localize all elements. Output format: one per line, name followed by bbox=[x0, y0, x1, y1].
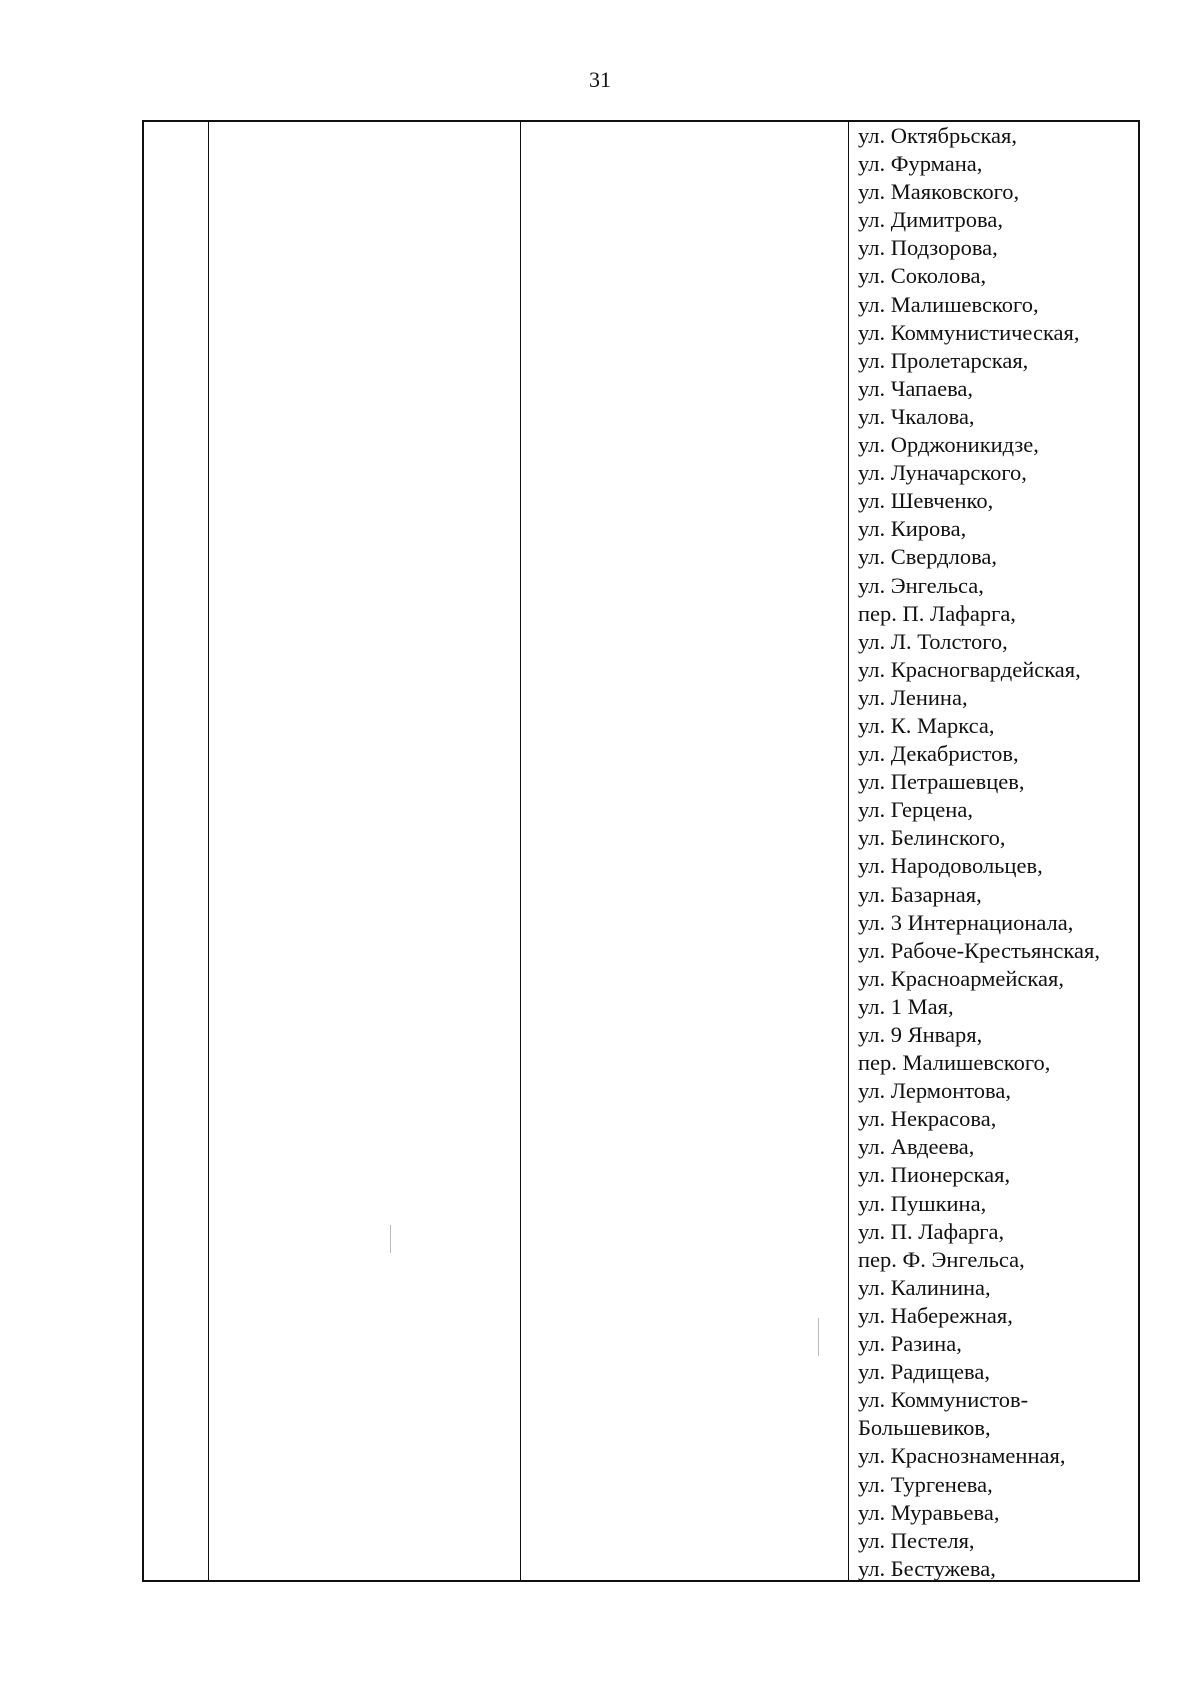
street-item: ул. Свердлова, bbox=[858, 544, 998, 570]
street-item: ул. Петрашевцев, bbox=[858, 769, 1025, 795]
street-item: ул. Народовольцев, bbox=[858, 853, 1043, 879]
street-item: ул. К. Маркса, bbox=[858, 712, 995, 738]
street-item: ул. Муравьева, bbox=[858, 1499, 1000, 1525]
street-item: ул. Разина, bbox=[858, 1331, 962, 1357]
street-item: ул. Энгельса, bbox=[858, 572, 984, 598]
street-item: ул. Ленина, bbox=[858, 684, 968, 710]
street-item: ул. Кирова, bbox=[858, 516, 967, 542]
street-item: ул. Некрасова, bbox=[858, 1106, 997, 1132]
street-item: ул. Авдеева, bbox=[858, 1134, 975, 1160]
street-item: пер. П. Лафарга, bbox=[858, 600, 1016, 626]
street-item: ул. Орджоникидзе, bbox=[858, 432, 1039, 458]
street-item: ул. Базарная, bbox=[858, 881, 982, 907]
page-number: 31 bbox=[589, 67, 611, 92]
scan-artifact bbox=[818, 1318, 819, 1356]
street-item: ул. Коммунистов- bbox=[858, 1387, 1029, 1413]
street-item: ул. Герцена, bbox=[858, 797, 973, 823]
street-item: ул. Лермонтова, bbox=[858, 1078, 1011, 1104]
street-item: ул. 9 Января, bbox=[858, 1022, 983, 1047]
street-item: ул. Краснознаменная, bbox=[858, 1443, 1066, 1469]
street-item: ул. Маяковского, bbox=[858, 179, 1020, 205]
street-item: ул. Соколова, bbox=[858, 263, 987, 289]
street-item: ул. Тургенева, bbox=[858, 1471, 993, 1497]
streets-cell bbox=[858, 122, 1138, 1583]
street-item: ул. Калинина, bbox=[858, 1274, 991, 1300]
street-item: ул. Луначарского, bbox=[858, 460, 1027, 486]
street-item: ул. Коммунистическая, bbox=[858, 319, 1080, 345]
scan-artifact bbox=[390, 1225, 391, 1253]
street-item: ул. П. Лафарга, bbox=[858, 1218, 1005, 1244]
street-item: ул. Чкалова, bbox=[858, 403, 975, 429]
street-item: ул. Л. Толстого, bbox=[858, 628, 1008, 654]
street-item: ул. Радищева, bbox=[858, 1359, 990, 1385]
street-item: ул. Малишевского, bbox=[858, 291, 1039, 317]
street-item: ул. Чапаева, bbox=[858, 375, 974, 401]
street-item: ул. 1 Мая, bbox=[858, 993, 954, 1019]
street-item: ул. Димитрова, bbox=[858, 207, 1003, 233]
street-item: ул. Пушкина, bbox=[858, 1190, 987, 1216]
column-divider-1 bbox=[208, 122, 209, 1580]
street-item: ул. Рабоче-Крестьянская, bbox=[858, 937, 1100, 963]
street-item: пер. Ф. Энгельса, bbox=[858, 1246, 1025, 1272]
street-item: ул. Фурмана, bbox=[858, 151, 983, 177]
street-item: ул. Декабристов, bbox=[858, 741, 1019, 767]
street-item: ул. Октябрьская, bbox=[858, 123, 1018, 148]
street-item: ул. Белинского, bbox=[858, 825, 1006, 851]
street-item: ул. Пионерская, bbox=[858, 1162, 1011, 1188]
street-item: ул. Пестеля, bbox=[858, 1527, 975, 1553]
street-item: ул. 3 Интернационала, bbox=[858, 909, 1074, 935]
street-item: ул. Набережная, bbox=[858, 1302, 1013, 1328]
address-table bbox=[142, 120, 1140, 1582]
street-item: ул. Подзорова, bbox=[858, 235, 998, 261]
street-item: ул. Шевченко, bbox=[858, 488, 994, 514]
column-divider-3 bbox=[848, 122, 849, 1580]
street-item: ул. Пролетарская, bbox=[858, 347, 1029, 373]
street-item: ул. Бестужева, bbox=[858, 1555, 996, 1581]
column-divider-2 bbox=[520, 122, 521, 1580]
street-item: ул. Красноармейская, bbox=[858, 965, 1064, 991]
street-item: ул. Красногвардейская, bbox=[858, 656, 1081, 682]
street-item: пер. Малишевского, bbox=[858, 1050, 1051, 1076]
street-item: Большевиков, bbox=[858, 1415, 991, 1441]
